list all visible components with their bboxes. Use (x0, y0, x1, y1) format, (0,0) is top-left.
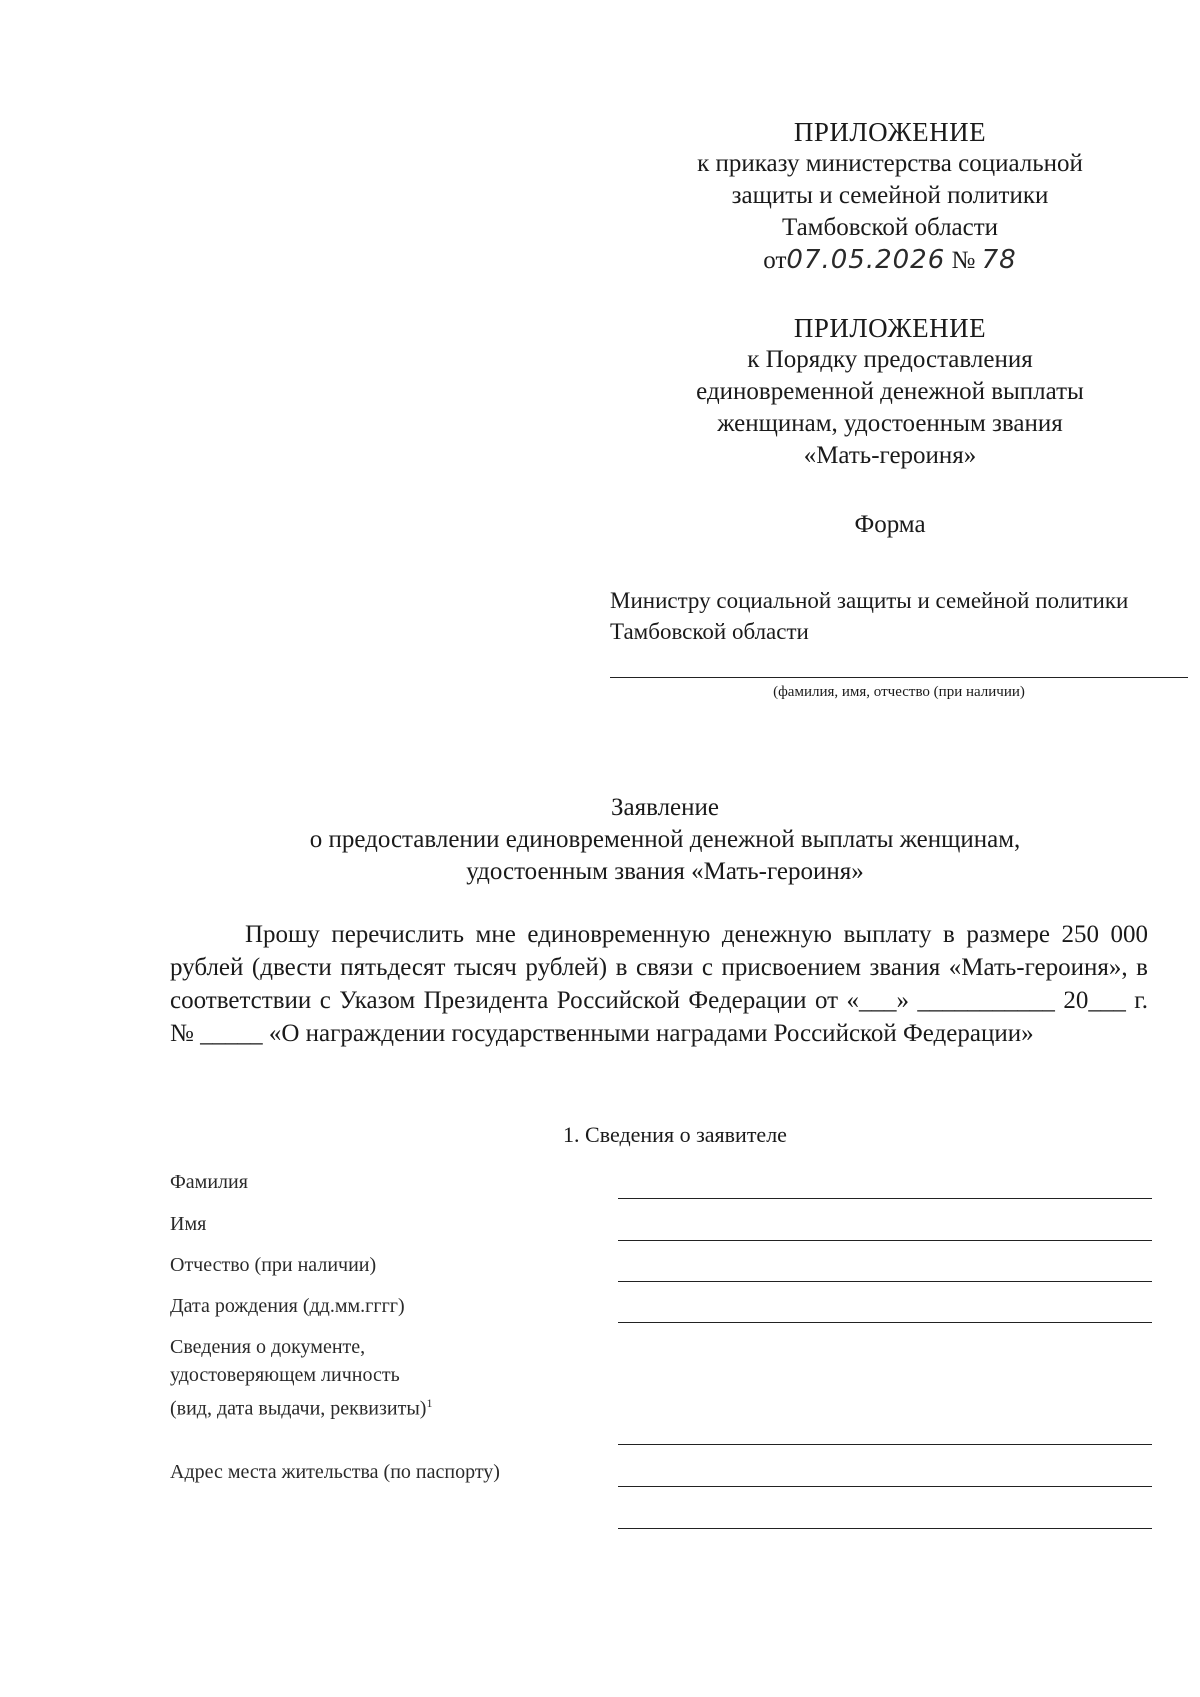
id-document-label-line: удостоверяющем личность (170, 1364, 400, 1386)
statement-title-block (150, 792, 1180, 888)
order-date-line (590, 244, 1190, 277)
addressee-block (610, 585, 1200, 647)
id-document-label (170, 1333, 432, 1423)
patronymic-label: Отчество (при наличии) (170, 1254, 377, 1276)
addressee-line: Тамбовской области (610, 619, 809, 644)
birth-date-label: Дата рождения (дд.мм.гггг) (170, 1295, 405, 1317)
patronymic-field[interactable] (618, 1281, 1152, 1282)
appendix-line: к приказу министерства социальной (697, 150, 1083, 177)
appendix-line: Тамбовской области (781, 214, 999, 241)
id-document-label-line: Сведения о документе, (170, 1336, 366, 1358)
statement-title: Заявление (610, 794, 720, 821)
appendix-title: ПРИЛОЖЕНИЕ (793, 313, 987, 343)
appendix-line: защиты и семейной политики (731, 182, 1049, 209)
date-prefix: от (763, 247, 787, 274)
appendix-procedure-header (590, 312, 1190, 472)
request-text: Прошу перечислить мне единовременную денежную выплату в размере 250 000 рублей (двести пятьдесят тысяч рублей) в связи с присвоением звания «Мать-героиня», в соответствии с Указом Президента Российской Федерации от «___» ___________ 20___ г. № _____ «О награждении государственными наградами Российской Федерации» (170, 921, 1148, 1047)
address-field[interactable] (618, 1486, 1152, 1487)
handwritten-date: 07.05.2026 (786, 245, 946, 275)
applicant-name-field-line[interactable] (610, 677, 1188, 678)
appendix-title: ПРИЛОЖЕНИЕ (793, 117, 987, 147)
appendix-order-header (590, 116, 1190, 277)
statement-subtitle: удостоенным звания «Мать-героиня» (466, 858, 864, 885)
addressee-hint: (фамилия, имя, отчество (при наличии) (773, 684, 1025, 700)
surname-label: Фамилия (170, 1171, 248, 1193)
appendix-line: женщинам, удостоенным звания (717, 410, 1063, 437)
surname-field[interactable] (618, 1198, 1152, 1199)
id-document-field[interactable] (618, 1444, 1152, 1445)
appendix-line: «Мать-героиня» (803, 442, 977, 469)
id-document-label-text: (вид, дата выдачи, реквизиты) (170, 1397, 427, 1420)
appendix-line: к Порядку предоставления (747, 346, 1033, 373)
section-title: 1. Сведения о заявителе (563, 1122, 787, 1147)
form-label: Форма (854, 511, 926, 538)
request-paragraph (170, 918, 1148, 1050)
id-document-label-line (170, 1389, 432, 1423)
footnote-marker: 1 (426, 1396, 433, 1410)
appendix-line: единовременной денежной выплаты (696, 378, 1084, 405)
statement-subtitle: о предоставлении единовременной денежной выплаты женщинам, (309, 826, 1021, 853)
handwritten-number: 78 (981, 245, 1017, 275)
address-field-continued[interactable] (618, 1528, 1152, 1529)
address-label: Адрес места жительства (по паспорту) (170, 1461, 500, 1483)
birth-date-field[interactable] (618, 1322, 1152, 1323)
name-label: Имя (170, 1213, 207, 1235)
number-prefix: № (951, 247, 976, 274)
name-field[interactable] (618, 1240, 1152, 1241)
addressee-line: Министру социальной защиты и семейной политики (610, 588, 1129, 613)
